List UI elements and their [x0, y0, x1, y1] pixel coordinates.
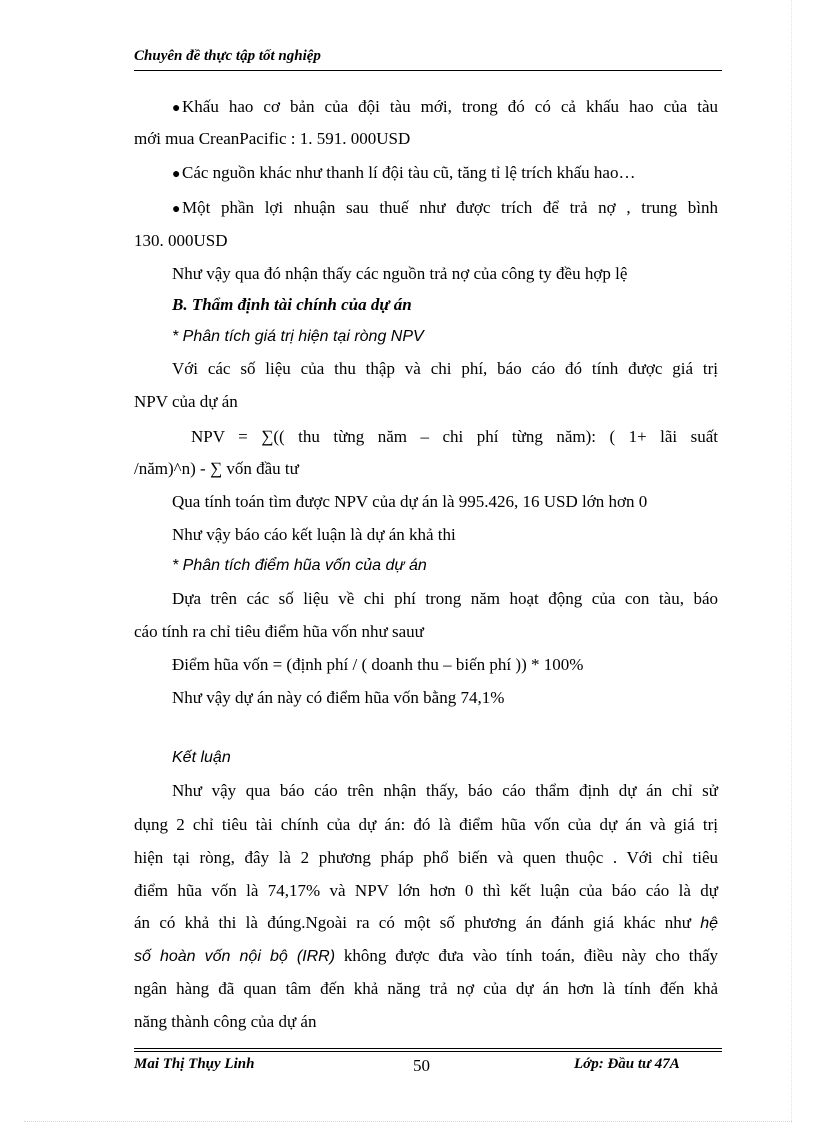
bullet-line [172, 97, 718, 119]
paragraph-line: Như vậy báo cáo kết luận là dự án khả thi [172, 525, 456, 544]
paragraph-text: không được đưa vào tính toán, điều này cho thấy [335, 946, 718, 965]
paragraph-line [134, 946, 718, 967]
paragraph-line: điểm hũa vốn là 74,17% và NPV lớn hơn 0 thì kết luận của báo cáo là dự [134, 881, 718, 900]
formula-line: Điểm hũa vốn = (định phí / ( doanh thu – biến phí )) * 100% [172, 655, 584, 674]
footer-author: Mai Thị Thụy Linh [134, 1056, 255, 1072]
bullet-dot-icon: ● [172, 101, 181, 116]
page-edge [791, 0, 792, 1123]
header-divider [134, 70, 722, 71]
formula-line: /năm)^n) - ∑ vốn đầu tư [134, 459, 299, 478]
formula-line: NPV = ∑(( thu từng năm – chi phí từng năm): ( 1+ lãi suất [191, 427, 718, 446]
subsection-heading: * Phân tích điểm hũa vốn của dự án [172, 557, 427, 574]
paragraph-line: ngân hàng đã quan tâm đến khả năng trả nợ của dự án hơn là tính đến khả [134, 979, 718, 998]
paragraph-line: 130. 000USD [134, 231, 228, 250]
bullet-text: Các nguồn khác như thanh lí đội tàu cũ, tăng tỉ lệ trích khấu hao… [182, 163, 636, 182]
bullet-text: Một phần lợi nhuận sau thuế như được trích để trả nợ , trung bình [182, 198, 718, 217]
paragraph-line: hiện tại ròng, đây là 2 phương pháp phổ biến và quen thuộc . Với chỉ tiêu [134, 848, 718, 867]
paragraph-line: Như vậy dự án này có điểm hũa vốn bằng 74,1% [172, 688, 505, 707]
footer-divider [134, 1048, 722, 1049]
footer-divider [134, 1051, 722, 1052]
paragraph-line: dụng 2 chỉ tiêu tài chính của dự án: đó là điểm hũa vốn của dự án và giá trị [134, 815, 718, 834]
paragraph-line: năng thành công của dự án [134, 1012, 317, 1031]
paragraph-line: Qua tính toán tìm được NPV của dự án là 995.426, 16 USD lớn hơn 0 [172, 492, 648, 511]
page-number: 50 [413, 1056, 430, 1075]
bullet-line [172, 198, 718, 220]
paragraph-line: cáo tính ra chỉ tiêu điểm hũa vốn như sauư [134, 622, 424, 641]
conclusion-heading: Kết luận [172, 749, 231, 766]
bullet-dot-icon: ● [172, 202, 181, 217]
bullet-dot-icon: ● [172, 167, 181, 182]
paragraph-line: mới mua CreanPacific : 1. 591. 000USD [134, 129, 411, 148]
bullet-line [172, 163, 635, 185]
paragraph-line: NPV của dự án [134, 392, 238, 411]
paragraph-line: Như vậy qua báo cáo trên nhận thấy, báo cáo thẩm định dự án chỉ sử [172, 781, 718, 800]
page-header-title: Chuyên đề thực tập tốt nghiệp [134, 48, 321, 64]
subsection-heading: * Phân tích giá trị hiện tại ròng NPV [172, 328, 424, 345]
bullet-text: Khấu hao cơ bản của đội tàu mới, trong đó có cả khấu hao của tàu [182, 97, 718, 116]
paragraph-line: Với các số liệu của thu thập và chi phí, báo cáo đó tính được giá trị [172, 359, 718, 378]
section-heading: B. Thẩm định tài chính của dự án [172, 295, 412, 314]
paragraph-line: Dựa trên các số liệu về chi phí trong năm hoạt động của con tàu, báo [172, 589, 718, 608]
footer-class: Lớp: Đầu tư 47A [574, 1056, 680, 1072]
italic-term: hệ [700, 915, 718, 932]
paragraph-text: án có khả thi là đúng.Ngoài ra có một số phương án đánh giá khác như [134, 913, 701, 932]
italic-term: số hoàn vốn nội bộ (IRR) [134, 948, 336, 965]
page-edge [24, 1121, 792, 1122]
paragraph-line [134, 913, 718, 934]
paragraph-line: Như vậy qua đó nhận thấy các nguồn trả nợ của công ty đều hợp lệ [172, 264, 628, 283]
